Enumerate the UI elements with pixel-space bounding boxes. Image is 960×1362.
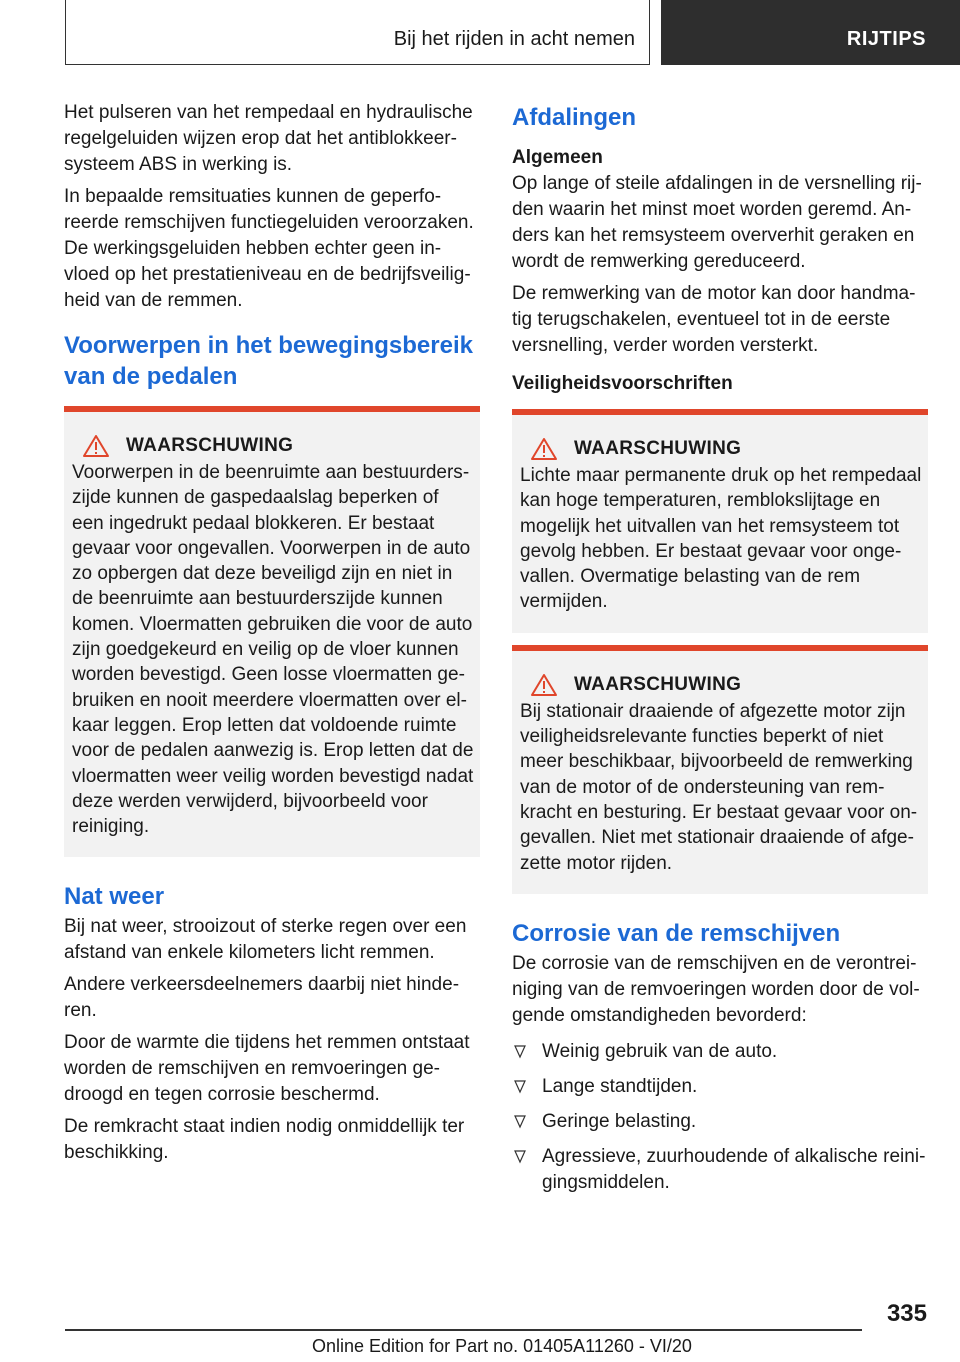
section-heading: Corrosie van de remschijven	[512, 919, 841, 947]
section-title: Bij het rijden in acht nemen	[393, 28, 635, 50]
paragraph: Bij nat weer, strooizout of sterke regen over een afstand van enkele kilometers licht remmen.	[64, 916, 467, 964]
paragraph: Door de warmte die tijdens het remmen ontstaat worden de remschijven en remvoeringen gedroogd en tegen corrosie beschermd.	[64, 1032, 470, 1106]
warning-title: WAARSCHUWING	[126, 435, 294, 456]
subheading: Veiligheidsvoorschriften	[512, 373, 733, 394]
header-section-box	[65, 0, 650, 65]
subheading: Algemeen	[512, 147, 603, 168]
warning-text: Lichte maar permanente druk op het rempedaal kan hoge temperaturen, remblokslijtage en mogelijk het uitvallen van het remsysteem tot gevolg hebben. Er bestaat gevaar voor ongevallen. Overmatige belasting van de rem vermijden.	[520, 465, 922, 613]
chapter-title: RIJTIPS	[846, 28, 926, 50]
warning-text: Voorwerpen in de beenruimte aan bestuurderszijde kunnen de gaspedaalslag beperken of een ingedrukt pedaal blokkeren. Er bestaat gevaar voor ongevallen. Voorwerpen in de auto zo opbergen dat deze beveiligd zijn en niet in de beenruimte aan bestuurderszijde kunnen komen. Vloermatten gebruiken die voor de auto zijn goedgekeurd en veilig op de vloer kunnen worden bevestigd. Geen losse vloermatten gebruiken en nooit meerdere vloermatten over elkaar leggen. Erop letten dat voldoende ruimte voor de pedalen aanwezig is. Erop letten dat de vloermatten weer veilig worden bevestigd nadat deze werden verwijderd, bijvoorbeeld voor reiniging.	[72, 462, 474, 838]
bullet-triangle-icon	[514, 1150, 526, 1164]
footer-divider	[65, 1329, 862, 1331]
list-item-text: Geringe belasting.	[542, 1110, 697, 1132]
footer-edition: Online Edition for Part no. 01405A11260 - VI/20	[312, 1336, 692, 1356]
warning-box	[512, 645, 928, 894]
paragraph: Het pulseren van het rempedaal en hydraulische regelgeluiden wijzen erop dat het antiblokkeersysteem ABS in werking is.	[64, 102, 473, 175]
bullet-triangle-icon	[514, 1045, 526, 1059]
warning-text: Bij stationair draaiende of afgezette motor zijn veiligheidsrelevante functies beperkt of niet meer beschikbaar, bijvoorbeeld de remwerking van de motor of de ondersteuning van remkracht en besturing. Er bestaat gevaar voor ongevallen. Niet met stationair draaiende of afgezette motor rijden.	[520, 700, 918, 874]
list-item	[512, 1144, 928, 1196]
bullet-list	[512, 1039, 928, 1196]
section-heading: Voorwerpen in het bewegingsbereik van de pedalen	[64, 332, 473, 390]
paragraph: Andere verkeersdeelnemers daarbij niet hinderen.	[64, 974, 460, 1022]
paragraph: Op lange of steile afdalingen in de versnelling rijden waarin het minst moet worden geremd. Anders kan het remsysteem oververhit geraken en wordt de remwerking gereduceerd.	[512, 173, 922, 272]
warning-title: WAARSCHUWING	[574, 673, 742, 695]
warning-triangle-icon	[530, 437, 558, 461]
warning-header	[530, 673, 922, 697]
bullet-triangle-icon	[514, 1080, 526, 1094]
list-item	[512, 1109, 928, 1135]
list-item-text: Agressieve, zuurhoudende of alkalische reinigingsmiddelen.	[542, 1145, 926, 1193]
paragraph: De corrosie van de remschijven en de verontreiniging van de remvoeringen worden door de volgende omstandigheden bevorderd:	[512, 952, 920, 1026]
list-item	[512, 1039, 928, 1065]
section-heading: Nat weer	[64, 883, 165, 911]
warning-title: WAARSCHUWING	[574, 438, 742, 459]
right-column	[512, 100, 928, 1205]
warning-triangle-icon	[530, 673, 558, 697]
page-header	[0, 0, 960, 66]
warning-header	[530, 437, 922, 461]
list-item-text: Lange standtijden.	[542, 1075, 698, 1097]
section-heading: Afdalingen	[512, 104, 636, 131]
warning-header	[82, 434, 474, 458]
warning-triangle-icon	[82, 434, 110, 458]
list-item-text: Weinig gebruik van de auto.	[542, 1040, 778, 1062]
paragraph: In bepaalde remsituaties kunnen de geperforeerde remschijven functiegeluiden veroorzaken. De werkingsgeluiden hebben echter geen invloed op het prestatieniveau en de bedrijfsveiligheid van de remmen.	[64, 186, 474, 311]
header-chapter-box	[661, 0, 960, 65]
left-column	[64, 100, 480, 1172]
list-item	[512, 1074, 928, 1100]
bullet-triangle-icon	[514, 1115, 526, 1129]
page-number: 335	[886, 1300, 927, 1327]
warning-box	[512, 409, 928, 633]
paragraph: De remkracht staat indien nodig onmiddellijk ter beschikking.	[64, 1116, 465, 1164]
paragraph: De remwerking van de motor kan door handmatig terugschakelen, eventueel tot in de eerste versnelling, verder worden versterkt.	[512, 283, 916, 356]
warning-box	[64, 406, 480, 857]
